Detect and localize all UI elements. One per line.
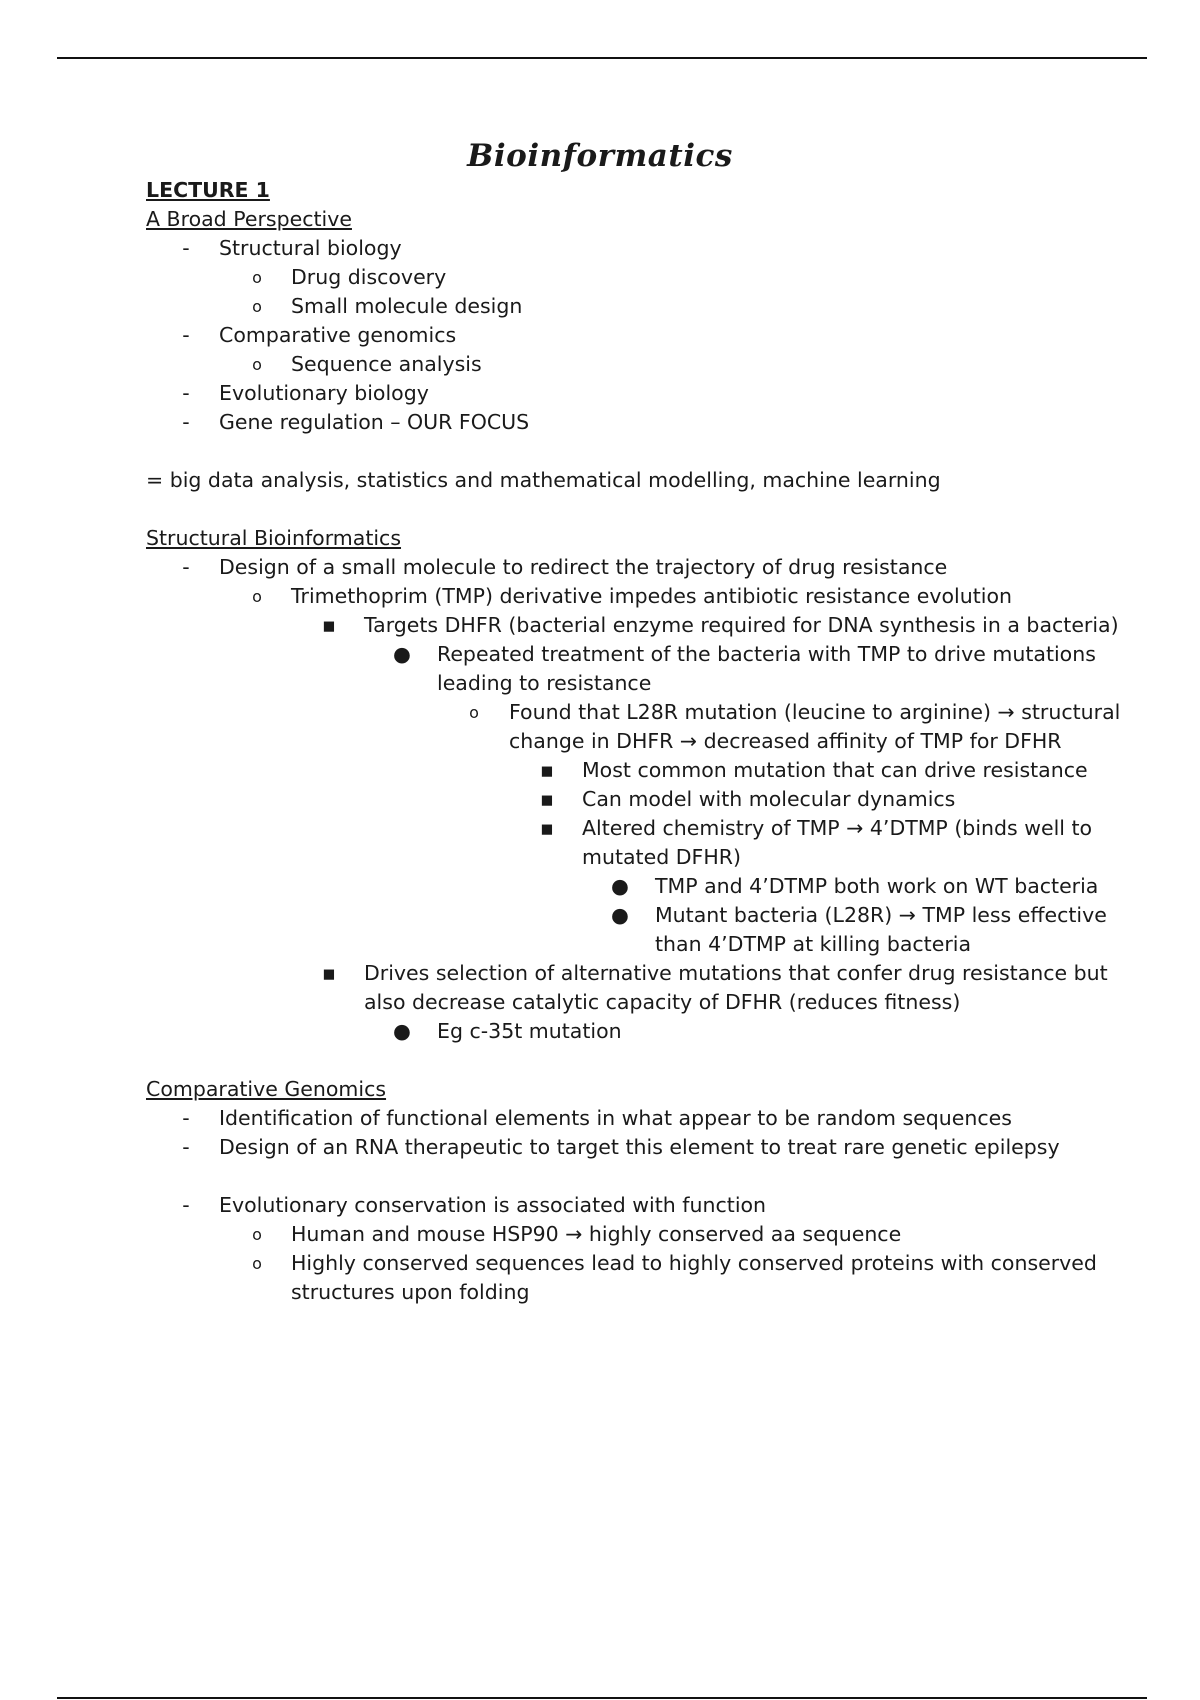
comparative-genomics-heading: Comparative Genomics — [146, 1077, 387, 1101]
top-rule — [57, 57, 1147, 59]
dash-bullet: - — [182, 1106, 190, 1130]
list-item: ● Repeated treatment of the bacteria with TMP to drive mutations leading to resistance — [393, 642, 1096, 695]
circle-bullet: o — [252, 1254, 262, 1273]
circle-bullet: o — [252, 355, 262, 374]
list-item: o Highly conserved sequences lead to highly conserved proteins with conserved structures upon folding — [146, 1249, 1146, 1307]
list-item: - Comparative genomics — [146, 321, 1146, 350]
dot-bullet: ● — [393, 642, 411, 666]
dash-bullet: - — [182, 236, 190, 260]
list-item: ▪ Most common mutation that can drive resistance — [146, 756, 1146, 785]
square-bullet: ▪ — [540, 816, 554, 840]
list-item: - Identification of functional elements in what appear to be random sequences — [146, 1104, 1146, 1133]
structural-bioinformatics-heading: Structural Bioinformatics — [146, 526, 402, 550]
list-item: ▪ Can model with molecular dynamics — [146, 785, 1146, 814]
list-item: o Drug discovery — [146, 263, 1146, 292]
bottom-rule — [57, 1697, 1147, 1699]
summary-line: = big data analysis, statistics and mathematical modelling, machine learning — [146, 468, 941, 492]
dash-bullet: - — [182, 1135, 190, 1159]
dot-bullet: ● — [393, 1019, 411, 1043]
dash-bullet: - — [182, 410, 190, 434]
list-item: ▪ Drives selection of alternative mutations that confer drug resistance but also decrease catalytic capacity of DFHR (reduces fitness) — [146, 959, 1146, 1017]
list-item: ● Eg c-35t mutation — [146, 1017, 1146, 1046]
dash-bullet: - — [182, 555, 190, 579]
list-item: - Design of an RNA therapeutic to target this element to treat rare genetic epilepsy — [146, 1133, 1146, 1162]
list-item: - Gene regulation – OUR FOCUS — [146, 408, 1146, 437]
list-item: - Design of a small molecule to redirect the trajectory of drug resistance — [146, 553, 1146, 582]
circle-bullet: o — [252, 587, 262, 606]
list-item: o Sequence analysis — [146, 350, 1146, 379]
list-item: o Trimethoprim (TMP) derivative impedes antibiotic resistance evolution — [146, 582, 1146, 611]
square-bullet: ▪ — [322, 961, 336, 985]
list-item: o Found that L28R mutation (leucine to arginine) → structural change in DHFR → decreased affinity of TMP for DFHR — [146, 698, 1146, 756]
notes-body — [146, 176, 1146, 1307]
page-title: Bioinformatics — [467, 138, 733, 174]
dot-bullet: ● — [611, 903, 629, 927]
circle-bullet: o — [252, 1225, 262, 1244]
list-item: o Small molecule design — [146, 292, 1146, 321]
circle-bullet: o — [252, 268, 262, 287]
list-item: ● Mutant bacteria (L28R) → TMP less effective than 4’DTMP at killing bacteria — [611, 903, 1107, 956]
broad-perspective-heading: A Broad Perspective — [146, 207, 352, 231]
circle-bullet: o — [469, 703, 479, 722]
square-bullet: ▪ — [540, 787, 554, 811]
list-item: - Evolutionary conservation is associated with function — [146, 1191, 1146, 1220]
dash-bullet: - — [182, 1193, 190, 1217]
lecture-heading: LECTURE 1 — [146, 178, 270, 202]
list-item: ▪ Targets DHFR (bacterial enzyme required for DNA synthesis in a bacteria) — [146, 611, 1146, 640]
list-item: ● TMP and 4’DTMP both work on WT bacteria — [146, 872, 1146, 901]
list-item: - Structural biology — [146, 234, 1146, 263]
dot-bullet: ● — [611, 874, 629, 898]
list-item: - Evolutionary biology — [146, 379, 1146, 408]
dash-bullet: - — [182, 323, 190, 347]
list-item: o Human and mouse HSP90 → highly conserved aa sequence — [146, 1220, 1146, 1249]
dash-bullet: - — [182, 381, 190, 405]
square-bullet: ▪ — [322, 613, 336, 637]
circle-bullet: o — [252, 297, 262, 316]
list-item: ▪ Altered chemistry of TMP → 4’DTMP (binds well to mutated DFHR) — [146, 814, 1146, 872]
square-bullet: ▪ — [540, 758, 554, 782]
